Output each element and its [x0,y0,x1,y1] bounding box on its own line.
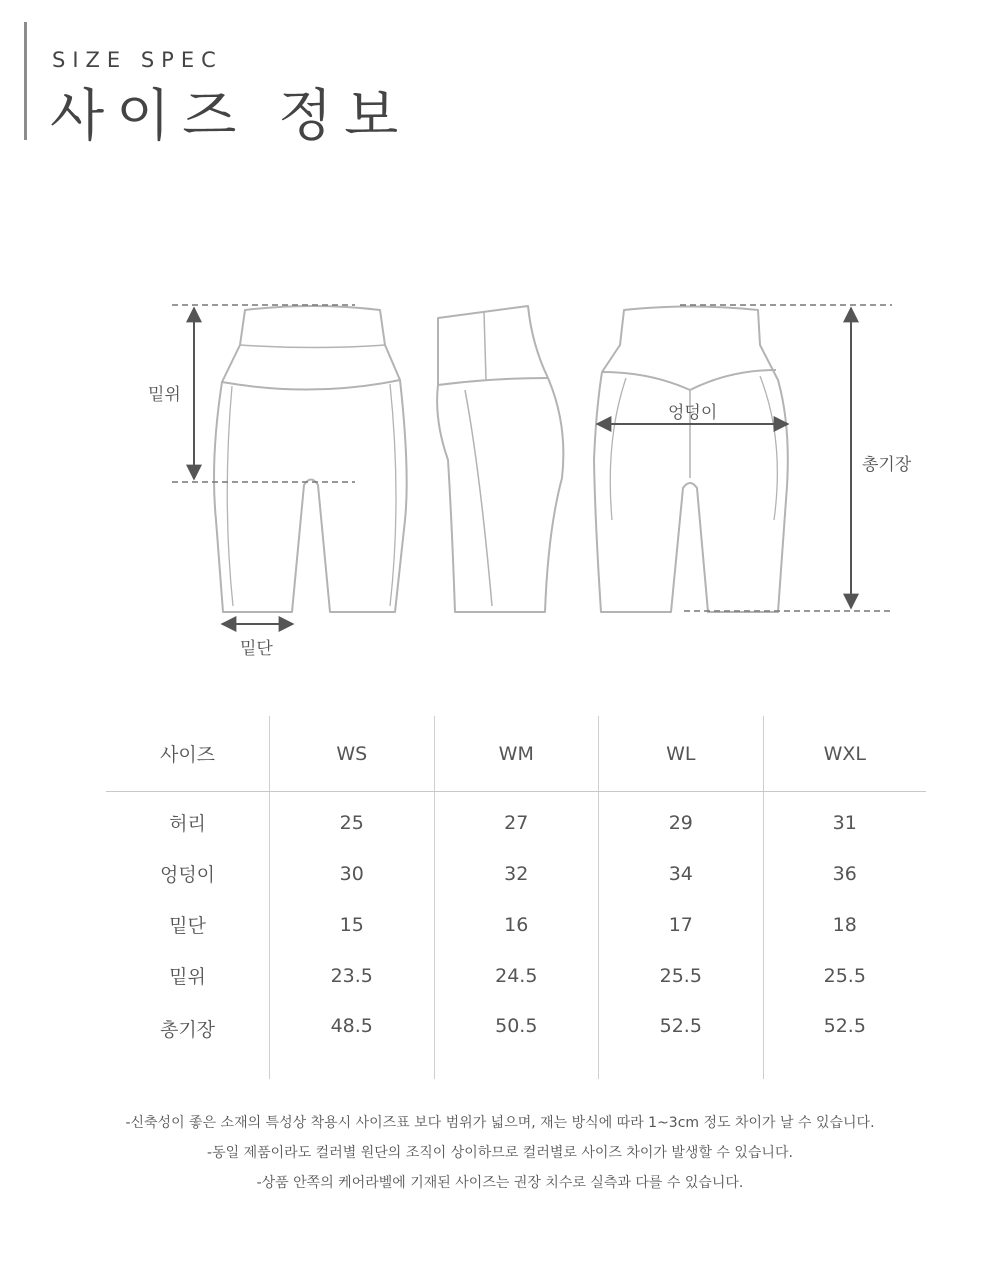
note-line: -상품 안쪽의 케어라벨에 기재된 사이즈는 권장 치수로 실측과 다를 수 있습니다. [256,1175,744,1191]
table-cell: 52.5 [599,1001,764,1079]
table-cell: 52.5 [763,1001,926,1079]
shorts-back-view [594,307,788,613]
shorts-side-view [437,306,563,612]
size-header-label: 사이즈 [106,716,270,792]
row-label: 허리 [169,813,206,835]
row-label: 총기장 [159,1019,216,1041]
rise-label: 밑위 [148,385,181,405]
hem-label: 밑단 [240,639,273,659]
table-cell: 23.5 [270,950,435,1001]
size-header-ws: WS [270,716,435,792]
row-label: 엉덩이 [159,864,216,886]
note-line: -동일 제품이라도 컬러별 원단의 조직이 상이하므로 컬러별로 사이즈 차이가 발생할 수 있습니다. [207,1145,793,1161]
section-eyebrow: SIZE SPEC [52,48,223,72]
table-cell: 24.5 [434,950,599,1001]
table-cell: 25.5 [763,950,926,1001]
measurement-arrows [194,308,851,624]
table-cell: 48.5 [270,1001,435,1079]
table-cell: 25 [270,792,435,849]
table-cell: 36 [763,848,926,899]
table-cell: 17 [599,899,764,950]
size-table [106,716,926,1079]
table-row [106,950,926,1001]
table-cell: 25.5 [599,950,764,1001]
table-row [106,899,926,950]
shorts-front-view [214,306,407,612]
table-cell: 50.5 [434,1001,599,1079]
table-cell: 29 [599,792,764,849]
measurement-guides [172,305,892,611]
note-line: -신축성이 좋은 소재의 특성상 착용시 사이즈표 보다 범위가 넓으며, 재는 방식에 따라 1~3cm 정도 차이가 날 수 있습니다. [125,1115,875,1131]
total-length-label: 총기장 [862,455,912,475]
table-cell: 16 [434,899,599,950]
page-title: 사이즈 정보 [50,84,411,149]
row-label: 밑위 [169,966,206,988]
table-cell: 30 [270,848,435,899]
table-cell: 18 [763,899,926,950]
hip-label: 엉덩이 [668,403,718,423]
table-cell: 34 [599,848,764,899]
table-cell: 32 [434,848,599,899]
size-notes [0,1108,1000,1198]
table-cell: 15 [270,899,435,950]
table-row [106,792,926,849]
size-header-wm: WM [434,716,599,792]
table-row [106,1001,926,1079]
size-header-wxl: WXL [763,716,926,792]
table-cell: 27 [434,792,599,849]
row-label: 밑단 [169,915,206,937]
size-table-header-row [106,716,926,792]
size-header-wl: WL [599,716,764,792]
table-row [106,848,926,899]
table-cell: 31 [763,792,926,849]
